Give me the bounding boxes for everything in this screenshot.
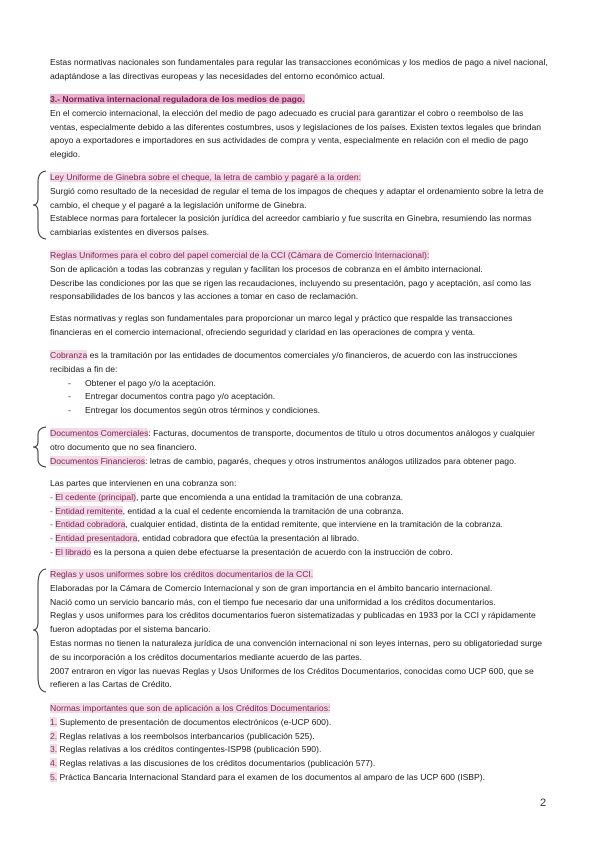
ginebra-title: Ley Uniforme de Ginebra sobre el cheque, la letra de cambio y pagaré a la orden: (50, 172, 361, 182)
list-item: 1. Suplemento de presentación de documentos electrónicos (e-UCP 600). (50, 716, 332, 727)
documentos-comerciales-term: Documentos Comerciales (50, 428, 149, 438)
list-item: - El librado es la persona a quien debe efectuarse la presentación de acuerdo con la instrucción de cobro. (50, 546, 453, 557)
ginebra-line: Establece normas para fortalecer la posición jurídica del acreedor cambiario y fue suscrita en Ginebra, resumiendo las normas cambiarias existentes en diversos países. (50, 213, 532, 238)
list-item: 4. Reglas relativas a las discusiones de los créditos documentarios (publicación 577). (50, 758, 376, 769)
cobranza-list (50, 377, 550, 418)
list-item: - Entidad remitente, entidad a la cual el cedente encomienda la tramitación de una cobranza. (50, 505, 404, 516)
list-item: - Entregar los documentos según otros términos y condiciones. (50, 404, 550, 418)
page-number: 2 (540, 797, 547, 809)
creditos-title: Reglas y usos uniformes sobre los créditos documentarios de la CCI. (50, 569, 314, 579)
list-item: - Entidad presentadora, entidad cobradora que efectúa la presentación al librado. (50, 533, 360, 544)
partes-intro: Las partes que intervienen en una cobranza son: (50, 478, 237, 488)
left-brace (32, 426, 48, 468)
creditos-line: Estas normas no tienen la naturaleza jurídica de una convención internacional ni son leyes internas, pero su obligatoriedad surge de su incorporación a los créditos documentarios mediante acuerdo de las partes. (50, 637, 543, 662)
creditos-line: Elaboradas por la Cámara de Comercio Internacional y son de gran importancia en el ámbito bancario internacional. (50, 582, 493, 593)
normas-title: Normas importantes que son de aplicación a los Créditos Documentarios: (50, 703, 331, 713)
list-item: - Entregar documentos contra pago y/o aceptación. (50, 390, 550, 404)
list-item: 3. Reglas relativas a los créditos contingentes-ISP98 (publicación 590). (50, 744, 322, 755)
intro-paragraph: Estas normativas nacionales son fundamentales para regular las transacciones económicas y los medios de pago a nivel nacional, adaptándose a las directivas europeas y las necesidades del entorno económico actual. (50, 57, 548, 81)
list-item: - El cedente (principal), parte que encomienda a una entidad la tramitación de una cobranza. (50, 491, 404, 502)
creditos-line: Nació como un servicio bancario más, con el tiempo fue necesario dar una uniformidad a los créditos documentarios. (50, 596, 496, 607)
creditos-line: Reglas y usos uniformes para los créditos documentarios fueron sistematizadas y publicadas en 1933 por la CCI y rápidamente fueron adoptadas por el sistema bancario. (50, 610, 536, 635)
list-item: 2. Reglas relativas a los reembolsos interbancarios (publicación 525). (50, 730, 315, 741)
cci-rules-line: Describe las condiciones por las que se rigen las recaudaciones, incluyendo su presentación, pago y aceptación, así como las responsabilidades de los bancos y las acciones a tomar en caso de reclamación. (50, 277, 532, 302)
ginebra-section (50, 171, 550, 240)
cobranza-term: Cobranza (50, 350, 88, 360)
cobranza-section (50, 349, 550, 418)
left-brace (32, 170, 48, 240)
cci-rules-section (50, 249, 550, 304)
creditos-line: 2007 entraron en vigor las nuevas Reglas y Usos Uniformes de los Créditos Documentarios, conocidas como UCP 600, que se refieren a las Cartas de Crédito. (50, 665, 534, 690)
cci-rules-line: Son de aplicación a todas las cobranzas y regulan y facilitan los procesos de cobranza en el ámbito internacional. (50, 263, 483, 274)
left-brace (32, 568, 48, 693)
list-item: - Entidad cobradora, cualquier entidad, distinta de la entidad remitente, que interviene en la tramitación de la cobranza. (50, 519, 503, 530)
documentos-financieros-text: : letras de cambio, pagarés, cheques y otros instrumentos análogos utilizados para obtener pago. (145, 455, 517, 466)
documentos-comerciales-text: : Facturas, documentos de transporte, documentos de título u otros documentos análogos y cualquier otro documento que no sea financiero. (50, 428, 535, 452)
section-3-title: 3.- Normativa internacional reguladora de los medios de pago. (50, 94, 305, 104)
cci-rules-paragraph: Estas normativas y reglas son fundamentales para proporcionar un marco legal y práctico que respalde las transacciones financieras en el comercio internacional, ofreciendo seguridad y claridad en las operaciones de compra y venta. (50, 313, 513, 337)
creditos-section (50, 568, 550, 692)
partes-section (50, 477, 550, 560)
documentos-financieros-term: Documentos Financieros (50, 455, 146, 466)
list-item: - Obtener el pago y/o la aceptación. (50, 377, 550, 391)
normas-section (50, 702, 550, 785)
cci-rules-title: Reglas Uniformes para el cobro del papel comercial de la CCI (Cámara de Comercio Internacional): (50, 250, 430, 260)
section-3-paragraph: En el comercio internacional, la elección del medio de pago adecuado es crucial para garantizar el cobro o reembolso de las ventas, especialmente debido a las diferentes costumbres, usos y legislaciones de los países. Existen textos legales que brindan apoyo a exportadores e importadores en sus actividades de compra y venta, especialmente en relación con el medio de pago elegido. (50, 107, 542, 160)
documentos-section (50, 427, 550, 468)
cobranza-definition: es la tramitación por las entidades de documentos comerciales y/o financieros, de acuerdo con las instrucciones recibidas a fin de: (50, 350, 518, 374)
ginebra-line: Surgió como resultado de la necesidad de regular el tema de los impagos de cheques y adaptar el ordenamiento sobre la letra de cambio, el cheque y el pagaré a la legislación uniforme de Ginebra. (50, 185, 544, 210)
list-item: 5. Práctica Bancaria Internacional Standard para el examen de los documentos al amparo de las UCP 600 (ISBP). (50, 771, 486, 782)
section-3 (50, 93, 550, 162)
